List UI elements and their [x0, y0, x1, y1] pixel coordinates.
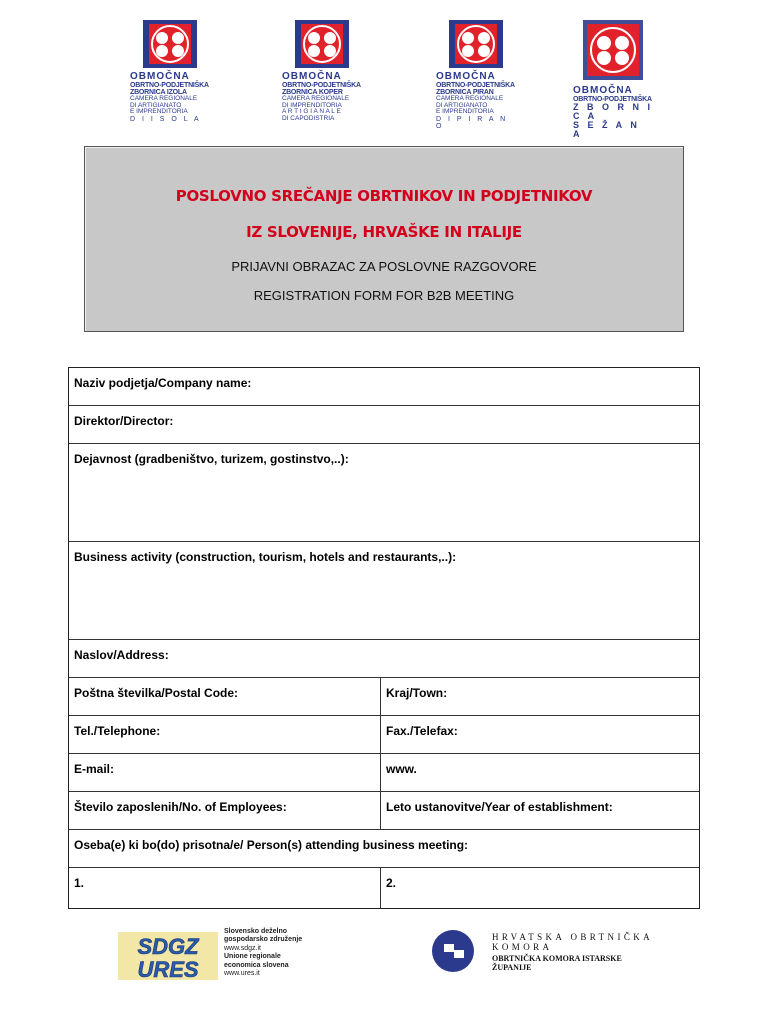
logo-koper: OBMOČNA OBRTNO-PODJETNIŠKA ZBORNICA KOPER CAMERA REGIONALE DI IMPRENDITORIA A R T I G I A N A L E DI CAPODISTRIA: [282, 18, 362, 122]
director-field[interactable]: Direktor/Director:: [74, 414, 174, 428]
company-name-field[interactable]: Naziv podjetja/Company name:: [74, 376, 252, 390]
form-row: [69, 868, 699, 908]
website-field[interactable]: www.: [386, 762, 417, 776]
hok-logo: [430, 928, 690, 976]
header-box: [84, 146, 684, 332]
person-1-field[interactable]: 1.: [69, 868, 381, 908]
form-row: [69, 406, 699, 444]
sdgz-emblem-icon: [118, 932, 218, 980]
logo-piran: OBMOČNA OBRTNO-PODJETNIŠKA ZBORNICA PIRAN CAMERA REGIONALE DI ARTIGIANATO E IMPRENDITORIA D I P I R A N O: [436, 18, 516, 130]
chamber-emblem-icon: [581, 18, 645, 82]
telephone-field[interactable]: Tel./Telephone:: [69, 716, 381, 753]
subtitle-slovenian: PRIJAVNI OBRAZAC ZA POSLOVNE RAZGOVORE: [231, 259, 537, 274]
sdgz-text: Slovensko deželno gospodarsko združenje www.sdgz.it Unione regionale economica slovena www.ures.it: [224, 928, 303, 978]
town-field[interactable]: Kraj/Town:: [386, 686, 448, 700]
logo-izola: OBMOČNA OBRTNO-PODJETNIŠKA ZBORNICA IZOLA CAMERA REGIONALE DI ARTIGIANATO E IMPRENDITORIA D I I S O L A: [130, 18, 210, 123]
form-row: [69, 678, 699, 716]
form-row: [69, 792, 699, 830]
subtitle-english: REGISTRATION FORM FOR B2B MEETING: [253, 288, 515, 303]
svg-text:URES: URES: [137, 957, 199, 980]
hok-text: HRVATSKA OBRTNIČKA KOMORA OBRTNIČKA KOMORA ISTARSKE ŽUPANIJE: [492, 932, 654, 972]
telefax-field[interactable]: Fax./Telefax:: [386, 724, 458, 738]
persons-attending-label: Oseba(e) ki bo(do) prisotna/e/ Person(s) attending business meeting:: [74, 838, 469, 852]
form-row: [69, 368, 699, 406]
form-row: [69, 542, 699, 640]
address-field[interactable]: Naslov/Address:: [74, 648, 169, 662]
registration-form: [68, 367, 700, 909]
chamber-emblem-icon: [447, 18, 505, 70]
form-row: [69, 444, 699, 542]
year-established-field[interactable]: Leto ustanovitve/Year of establishment:: [386, 800, 613, 814]
activity-en-field[interactable]: Business activity (construction, tourism, hotels and restaurants,..):: [74, 550, 457, 564]
sdgz-ures-logo: [118, 928, 318, 984]
email-field[interactable]: E-mail:: [69, 754, 381, 791]
form-row: [69, 716, 699, 754]
postal-code-field[interactable]: Poštna številka/Postal Code:: [69, 678, 381, 715]
title-line-1: POSLOVNO SREČANJE OBRTNIKOV IN PODJETNIKOV: [175, 187, 593, 205]
person-2-field[interactable]: 2.: [386, 876, 397, 890]
employees-field[interactable]: Število zaposlenih/No. of Employees:: [69, 792, 381, 829]
activity-si-field[interactable]: Dejavnost (gradbeništvo, turizem, gostinstvo,..):: [74, 452, 349, 466]
hok-emblem-icon: [430, 928, 476, 974]
form-row: [69, 640, 699, 678]
chamber-emblem-icon: [141, 18, 199, 70]
chamber-emblem-icon: [293, 18, 351, 70]
svg-text:SDGZ: SDGZ: [137, 934, 199, 959]
logo-sezana: OBMOČNA OBRTNO-PODJETNIŠKA Z B O R N I C A S E Ž A N A: [573, 18, 653, 139]
title-line-2: IZ SLOVENIJE, HRVAŠKE IN ITALIJE: [246, 223, 522, 241]
form-row: [69, 754, 699, 792]
form-row: [69, 830, 699, 868]
